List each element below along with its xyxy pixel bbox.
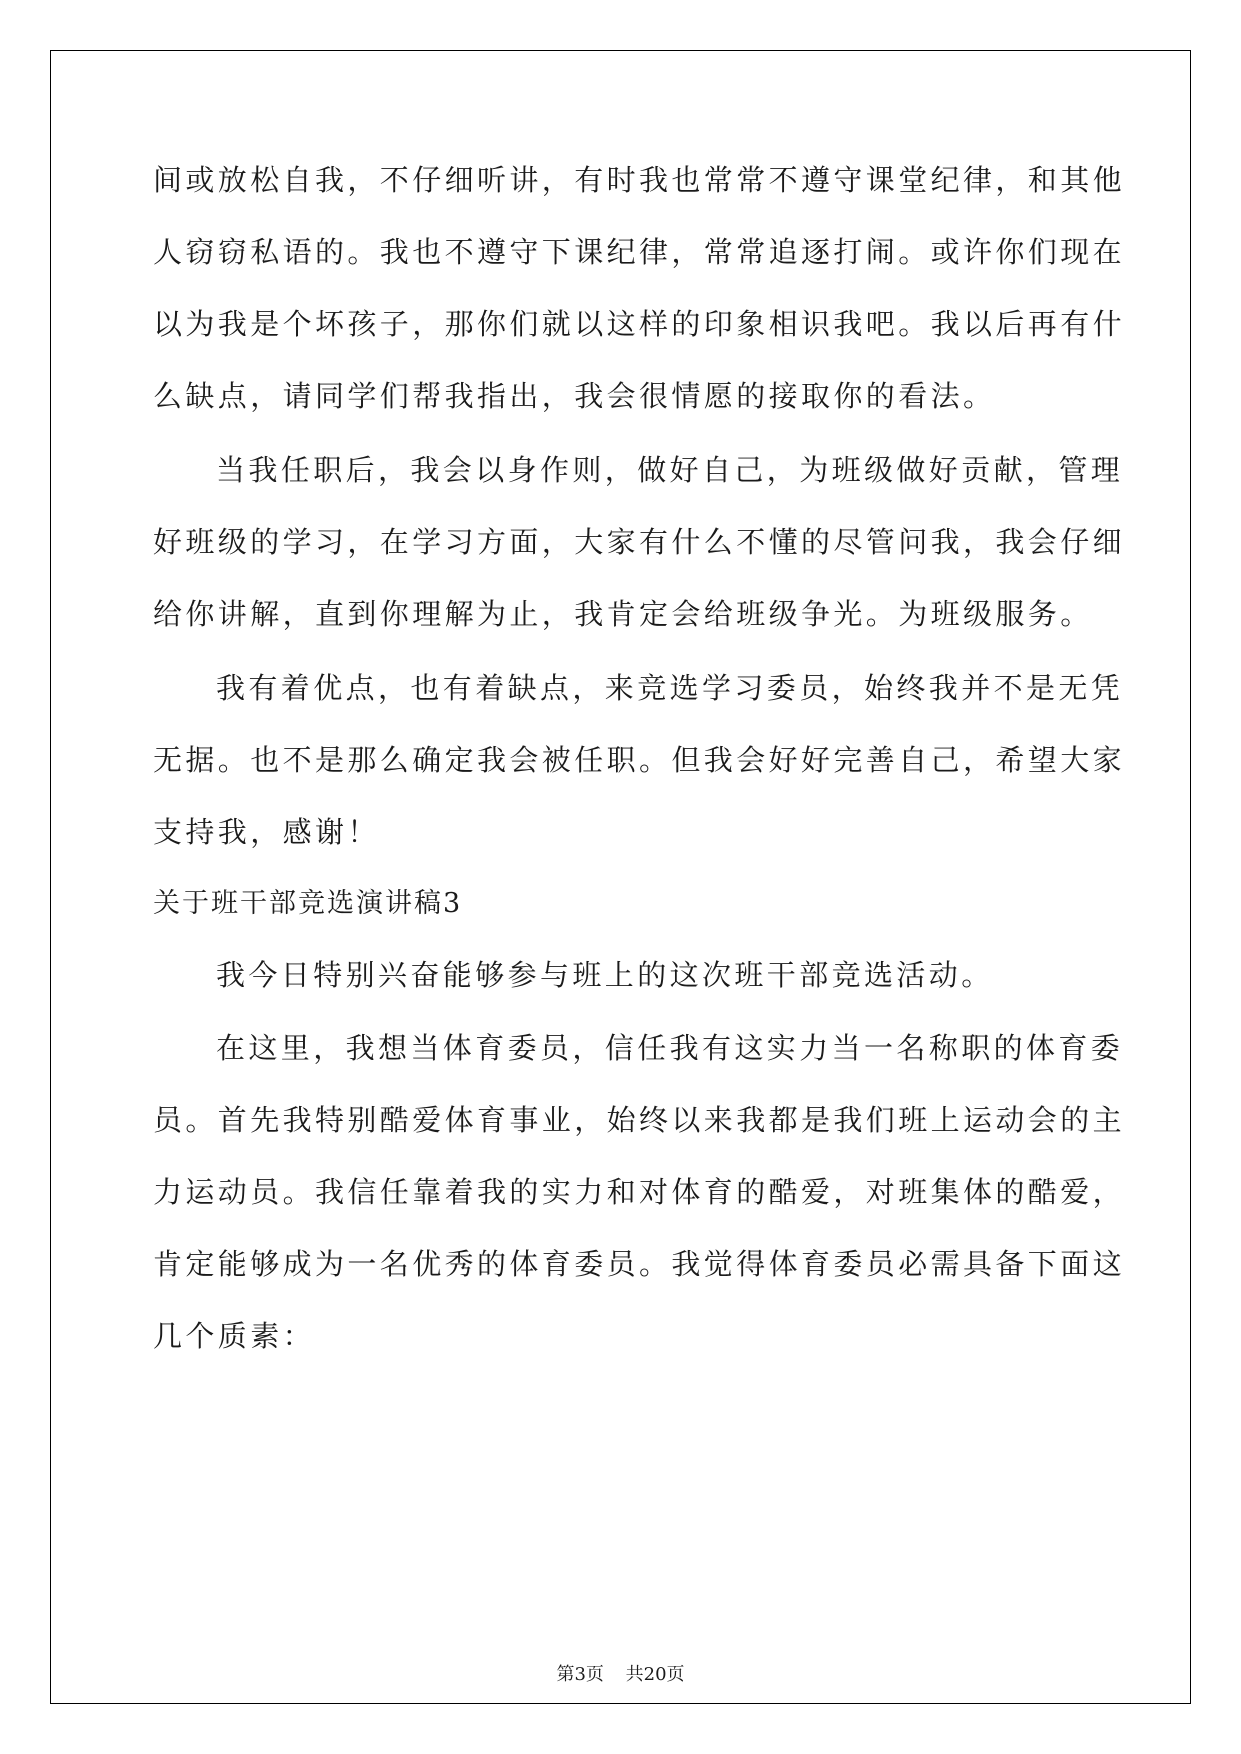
page-total: 共20页 <box>625 1664 685 1685</box>
paragraph-line: 么缺点，请同学们帮我指出，我会很情愿的接取你的看法。 <box>153 379 996 413</box>
paragraph-line: 我有着优点，也有着缺点，来竞选学习委员，始终我并不是无凭 <box>216 671 1124 705</box>
page-number: 第3页 <box>556 1664 604 1685</box>
paragraph-line: 好班级的学习，在学习方面，大家有什么不懂的尽管问我，我会仔细 <box>153 525 1126 559</box>
paragraph-line: 员。首先我特别酷爱体育事业，始终以来我都是我们班上运动会的主 <box>153 1103 1126 1137</box>
paragraph-line: 力运动员。我信任靠着我的实力和对体育的酷爱，对班集体的酷爱， <box>153 1175 1126 1209</box>
page-border <box>50 50 1191 1704</box>
paragraph-line: 人窃窃私语的。我也不遵守下课纪律，常常追逐打闹。或许你们现在 <box>153 235 1126 269</box>
paragraph-line: 以为我是个坏孩子，那你们就以这样的印象相识我吧。我以后再有什 <box>153 307 1126 341</box>
paragraph-line: 我今日特别兴奋能够参与班上的这次班干部竞选活动。 <box>216 958 994 992</box>
section-title: 关于班干部竞选演讲稿3 <box>153 888 463 919</box>
paragraph-line: 支持我，感谢！ <box>153 815 380 849</box>
paragraph-line: 几个质素： <box>153 1319 316 1353</box>
paragraph-line: 无据。也不是那么确定我会被任职。但我会好好完善自己，希望大家 <box>153 743 1126 777</box>
paragraph-line: 肯定能够成为一名优秀的体育委员。我觉得体育委员必需具备下面这 <box>153 1247 1126 1281</box>
paragraph-line: 给你讲解，直到你理解为止，我肯定会给班级争光。为班级服务。 <box>153 597 1093 631</box>
page-footer <box>0 1660 1241 1686</box>
paragraph-line: 当我任职后，我会以身作则，做好自己，为班级做好贡献，管理 <box>216 453 1124 487</box>
paragraph-line: 间或放松自我，不仔细听讲，有时我也常常不遵守课堂纪律，和其他 <box>153 163 1126 197</box>
paragraph-line: 在这里，我想当体育委员，信任我有这实力当一名称职的体育委 <box>216 1031 1124 1065</box>
